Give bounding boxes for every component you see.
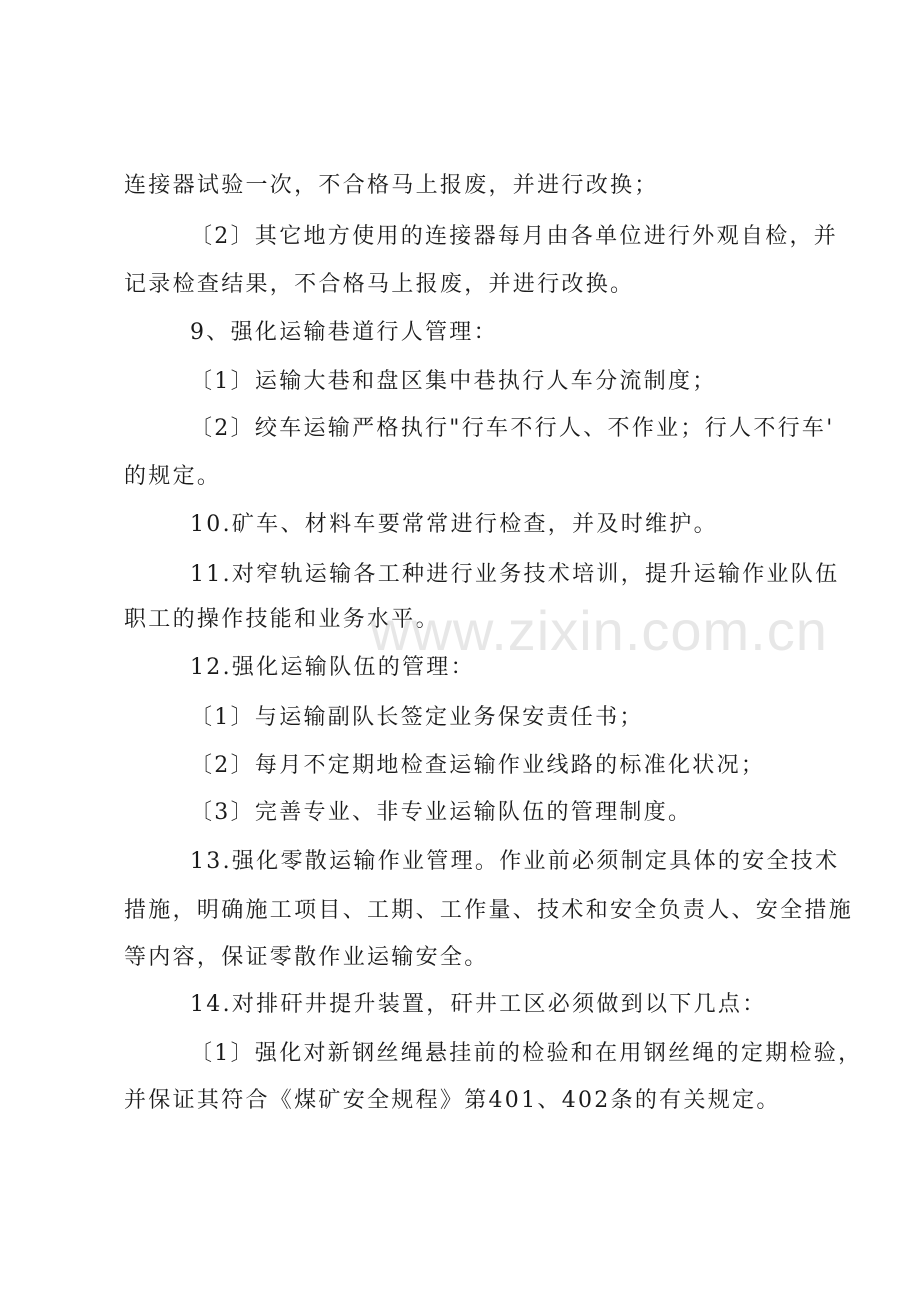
- paragraph-line: 14.对排矸井提升装置，矸井工区必须做到以下几点：: [190, 992, 767, 1017]
- paragraph-line: 〔1〕与运输副队长签定业务保安责任书；: [190, 705, 644, 730]
- paragraph-line: 连接器试验一次，不合格马上报废，并进行改换；: [124, 173, 659, 198]
- paragraph-line: 的规定。: [124, 464, 222, 489]
- paragraph-line: 13.强化零散运输作业管理。作业前必须制定具体的安全技术: [190, 849, 840, 874]
- paragraph-line: 9、强化运输巷道行人管理：: [190, 320, 498, 345]
- paragraph-line: 〔2〕其它地方使用的连接器每月由各单位进行外观自检，并: [190, 224, 839, 249]
- paragraph-line: 〔2〕绞车运输严格执行"行车不行人、不作业；行人不行车': [190, 416, 835, 441]
- watermark: www.zixin.com.cn: [370, 599, 828, 662]
- paragraph-line: 措施，明确施工项目、工期、工作量、技术和安全负责人、安全措施: [124, 898, 854, 923]
- paragraph-line: 〔1〕运输大巷和盘区集中巷执行人车分流制度；: [190, 369, 717, 394]
- paragraph-line: 〔3〕完善专业、非专业运输队伍的管理制度。: [190, 800, 693, 825]
- paragraph-line: 12.强化运输队伍的管理：: [190, 655, 475, 680]
- paragraph-line: 等内容，保证零散作业运输安全。: [124, 945, 489, 970]
- paragraph-line: 记录检查结果，不合格马上报废，并进行改换。: [124, 272, 635, 297]
- paragraph-line: 〔2〕每月不定期地检查运输作业线路的标准化状况；: [190, 753, 766, 778]
- paragraph-line: 11.对窄轨运输各工种进行业务技术培训，提升运输作业队伍: [190, 562, 840, 587]
- paragraph-line: 职工的操作技能和业务水平。: [124, 607, 440, 632]
- paragraph-line: 〔1〕强化对新钢丝绳悬挂前的检验和在用钢丝绳的定期检验，: [190, 1041, 863, 1066]
- paragraph-line: 并保证其符合《煤矿安全规程》第401、402条的有关规定。: [124, 1088, 781, 1113]
- paragraph-line: 10.矿车、材料车要常常进行检查，并及时维护。: [190, 512, 718, 537]
